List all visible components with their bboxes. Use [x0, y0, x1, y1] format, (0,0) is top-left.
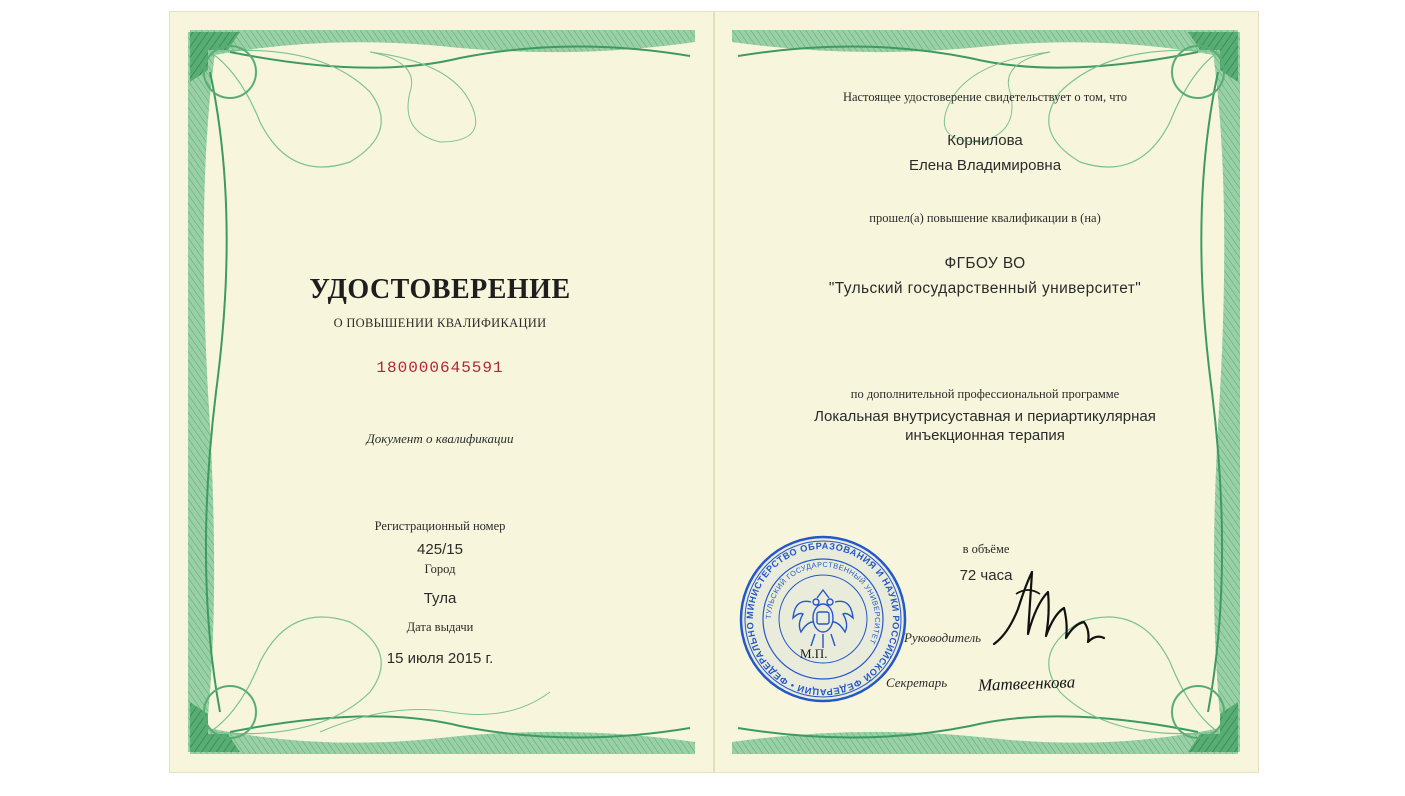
registration-label: Регистрационный номер: [374, 519, 506, 533]
certifies-text: Настоящее удостоверение свидетельствует о том, что: [842, 90, 1128, 104]
document-type: Документ о квалификации: [366, 431, 514, 446]
holder-surname: Корнилова: [947, 132, 1023, 149]
secretary-signature: Матвеенкова: [977, 672, 1076, 695]
stamp-outer-text: МИНИСТЕРСТВО ОБРАЗОВАНИЯ И НАУКИ РОССИЙСКОЙ ФЕДЕРАЦИИ • ФЕДЕРАЛЬНО: [744, 540, 902, 698]
city-value: Тула: [423, 590, 457, 607]
program-label: по дополнительной профессиональной программе: [850, 387, 1120, 401]
city-label: Город: [424, 562, 456, 576]
institution-line-2: "Тульский государственный университет": [828, 280, 1142, 297]
head-label: Руководитель: [904, 630, 982, 645]
serial-number: 180000645591: [376, 359, 504, 377]
passed-text: прошел(а) повышение квалификации в (на): [869, 211, 1101, 225]
program-line-1: Локальная внутрисуставная и периартикулярная: [814, 408, 1156, 425]
certificate-title: УДОСТОВЕРЕНИЕ: [309, 274, 571, 305]
holder-name: Елена Владимировна: [908, 157, 1062, 174]
stamp-inner-text: ТУЛЬСКИЙ ГОСУДАРСТВЕННЫЙ УНИВЕРСИТЕТ: [763, 559, 883, 646]
issue-date-value: 15 июля 2015 г.: [386, 650, 494, 667]
official-stamp: [738, 534, 908, 704]
certificate-sheet: [170, 12, 1258, 772]
volume-value: 72 часа: [959, 567, 1013, 584]
head-signature: [988, 564, 1108, 654]
volume-label: в объёме: [962, 542, 1010, 556]
certificate-subtitle: О ПОВЫШЕНИИ КВАЛИФИКАЦИИ: [333, 316, 547, 330]
registration-number: 425/15: [417, 541, 463, 558]
issue-date-label: Дата выдачи: [406, 620, 474, 634]
left-page-border: [188, 30, 695, 754]
secretary-label: Секретарь: [886, 675, 948, 690]
institution-line-1: ФГБОУ ВО: [944, 255, 1026, 272]
stamp-place-label: М.П.: [800, 646, 828, 661]
program-line-2: инъекционная терапия: [905, 427, 1065, 444]
